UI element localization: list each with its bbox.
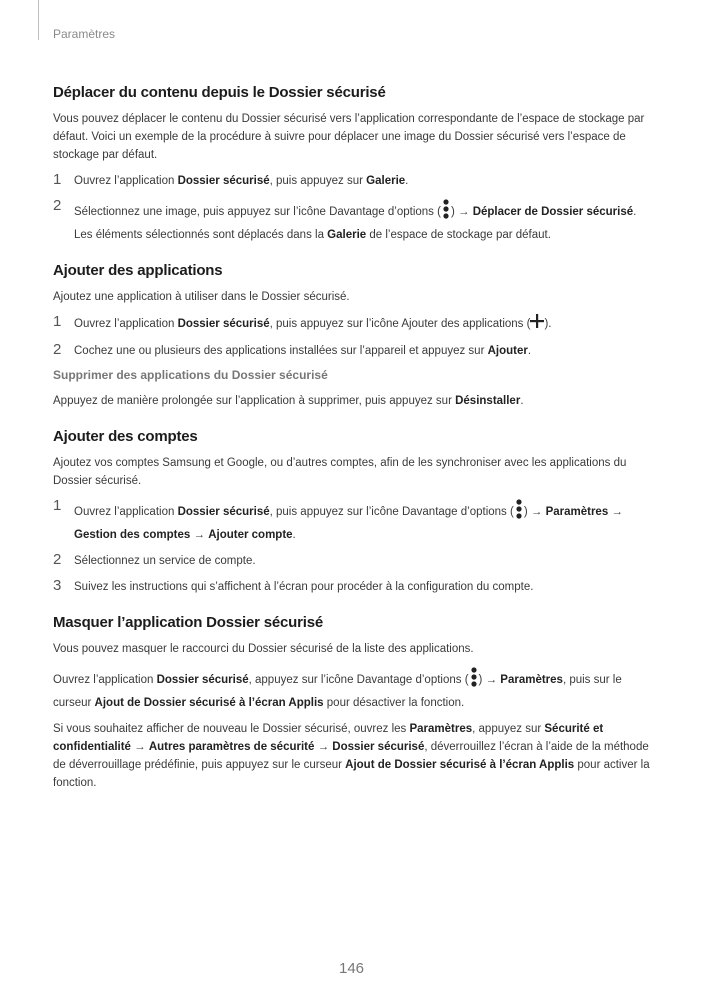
section-intro: Vous pouvez déplacer le contenu du Dossier sécurisé vers l’application correspondante de l’espace de stockage par défaut. Voici un exemple de la procédure à suivre pour déplacer une image du Dossier sécurisé vers l’espace de stockage par défaut.	[53, 113, 645, 161]
step-text: , puis appuyez sur	[269, 175, 367, 187]
more-options-icon	[469, 666, 479, 694]
text: , appuyez sur l’icône Davantage d’options (	[248, 674, 469, 687]
bold-text: Paramètres	[500, 674, 563, 687]
text: →	[130, 741, 149, 753]
step-bold: Ajouter compte	[208, 529, 293, 541]
paragraph	[53, 720, 653, 792]
step-text: →	[190, 529, 209, 541]
page-content	[53, 84, 653, 810]
step-text: Ouvrez l’application	[74, 318, 178, 331]
step-1	[53, 172, 653, 190]
section-title: Déplacer du contenu depuis le Dossier sécurisé	[53, 84, 386, 101]
step-number: 2	[53, 197, 62, 214]
step-text: ) →	[523, 506, 546, 519]
text: , appuyez sur	[472, 723, 545, 735]
step-number: 3	[53, 577, 62, 594]
step-bold: Galerie	[327, 229, 367, 241]
step-1	[53, 314, 653, 334]
page-number: 146	[338, 960, 365, 977]
step-text: ).	[544, 318, 552, 331]
step-2	[53, 552, 653, 570]
step-number: 2	[53, 551, 62, 568]
bold-text: Désinstaller	[455, 395, 521, 407]
step-text: ) →	[450, 206, 473, 219]
more-options-icon	[441, 198, 451, 226]
bold-text: Autres paramètres de sécurité	[148, 741, 315, 753]
text: Si vous souhaitez afficher de nouveau le Dossier sécurisé, ouvrez les	[53, 723, 410, 735]
step-number: 2	[53, 341, 62, 358]
bold-text: Ajout de Dossier sécurisé à l’écran Applis	[345, 759, 575, 771]
step-bold: Dossier sécurisé	[177, 506, 270, 519]
step-number: 1	[53, 313, 62, 330]
section-title: Ajouter des applications	[53, 262, 223, 279]
step-text: →	[608, 506, 623, 519]
header-title: Paramètres	[53, 27, 116, 41]
step-2	[53, 342, 653, 360]
section-hide-app	[53, 614, 653, 792]
subsection-title: Supprimer des applications du Dossier sécurisé	[53, 368, 328, 382]
step-text: .	[405, 175, 409, 187]
bold-text: Dossier sécurisé	[332, 741, 425, 753]
text: →	[314, 741, 333, 753]
step-bold: Dossier sécurisé	[177, 175, 270, 187]
step-1	[53, 498, 653, 544]
add-icon	[530, 314, 544, 334]
bold-text: Dossier sécurisé	[156, 674, 249, 687]
step-bold: Paramètres	[545, 506, 609, 519]
step-3	[53, 578, 653, 596]
step-bold: Dossier sécurisé	[177, 318, 270, 331]
step-2	[53, 198, 653, 244]
text: ) →	[478, 674, 501, 687]
text: , puis sur le curseur	[53, 674, 622, 709]
step-note: Les éléments sélectionnés sont déplacés dans la	[74, 229, 328, 241]
step-text: .	[292, 529, 296, 541]
step-text: Ouvrez l’application	[74, 175, 178, 187]
bold-text: Sécurité et confidentialité	[53, 723, 604, 753]
paragraph	[53, 666, 653, 712]
step-bold: Galerie	[366, 175, 406, 187]
step-text: .	[633, 206, 637, 219]
step-text: Sélectionnez un service de compte.	[74, 555, 256, 567]
step-note: de l’espace de stockage par défaut.	[366, 229, 551, 241]
section-title: Masquer l’application Dossier sécurisé	[53, 614, 324, 631]
subsection-text	[53, 392, 653, 410]
bold-text: Ajout de Dossier sécurisé à l’écran Applis	[94, 697, 324, 709]
paragraph: Vous pouvez masquer le raccourci du Dossier sécurisé de la liste des applications.	[53, 643, 474, 655]
step-text: Ouvrez l’application	[74, 506, 178, 519]
section-intro: Ajoutez vos comptes Samsung et Google, ou d’autres comptes, afin de les synchroniser avec les applications du Dossier sécurisé.	[53, 457, 627, 487]
section-add-accounts	[53, 428, 653, 596]
step-bold: Ajouter	[487, 345, 528, 357]
section-title: Ajouter des comptes	[53, 428, 198, 445]
bold-text: Paramètres	[409, 723, 473, 735]
header-rule	[38, 0, 39, 40]
step-text: Sélectionnez une image, puis appuyez sur l’icône Davantage d’options (	[74, 206, 441, 219]
text: pour désactiver la fonction.	[323, 697, 465, 709]
section-move-content	[53, 84, 653, 244]
step-text: , puis appuyez sur l’icône Ajouter des applications (	[269, 318, 531, 331]
section-add-apps	[53, 262, 653, 410]
more-options-icon	[514, 498, 524, 526]
text: Appuyez de manière prolongée sur l’application à supprimer, puis appuyez sur	[53, 395, 456, 407]
step-number: 1	[53, 497, 62, 514]
text: pour activer la fonction.	[53, 759, 650, 789]
section-intro: Ajoutez une application à utiliser dans le Dossier sécurisé.	[53, 291, 350, 303]
step-text: Suivez les instructions qui s’affichent à l’écran pour procéder à la configuration du compte.	[74, 581, 534, 593]
step-text: .	[527, 345, 532, 357]
step-text: Cochez une ou plusieurs des applications installées sur l’appareil et appuyez sur	[74, 345, 488, 357]
step-text: , puis appuyez sur l’icône Davantage d’options (	[269, 506, 514, 519]
text: .	[520, 395, 524, 407]
step-number: 1	[53, 171, 62, 188]
text: Ouvrez l’application	[53, 674, 157, 687]
step-bold: Gestion des comptes	[74, 529, 191, 541]
step-bold: Déplacer de Dossier sécurisé	[472, 206, 634, 219]
text: , déverrouillez l’écran à l’aide de la méthode de déverrouillage prédéfinie, puis appuyez sur le curseur	[53, 741, 649, 771]
